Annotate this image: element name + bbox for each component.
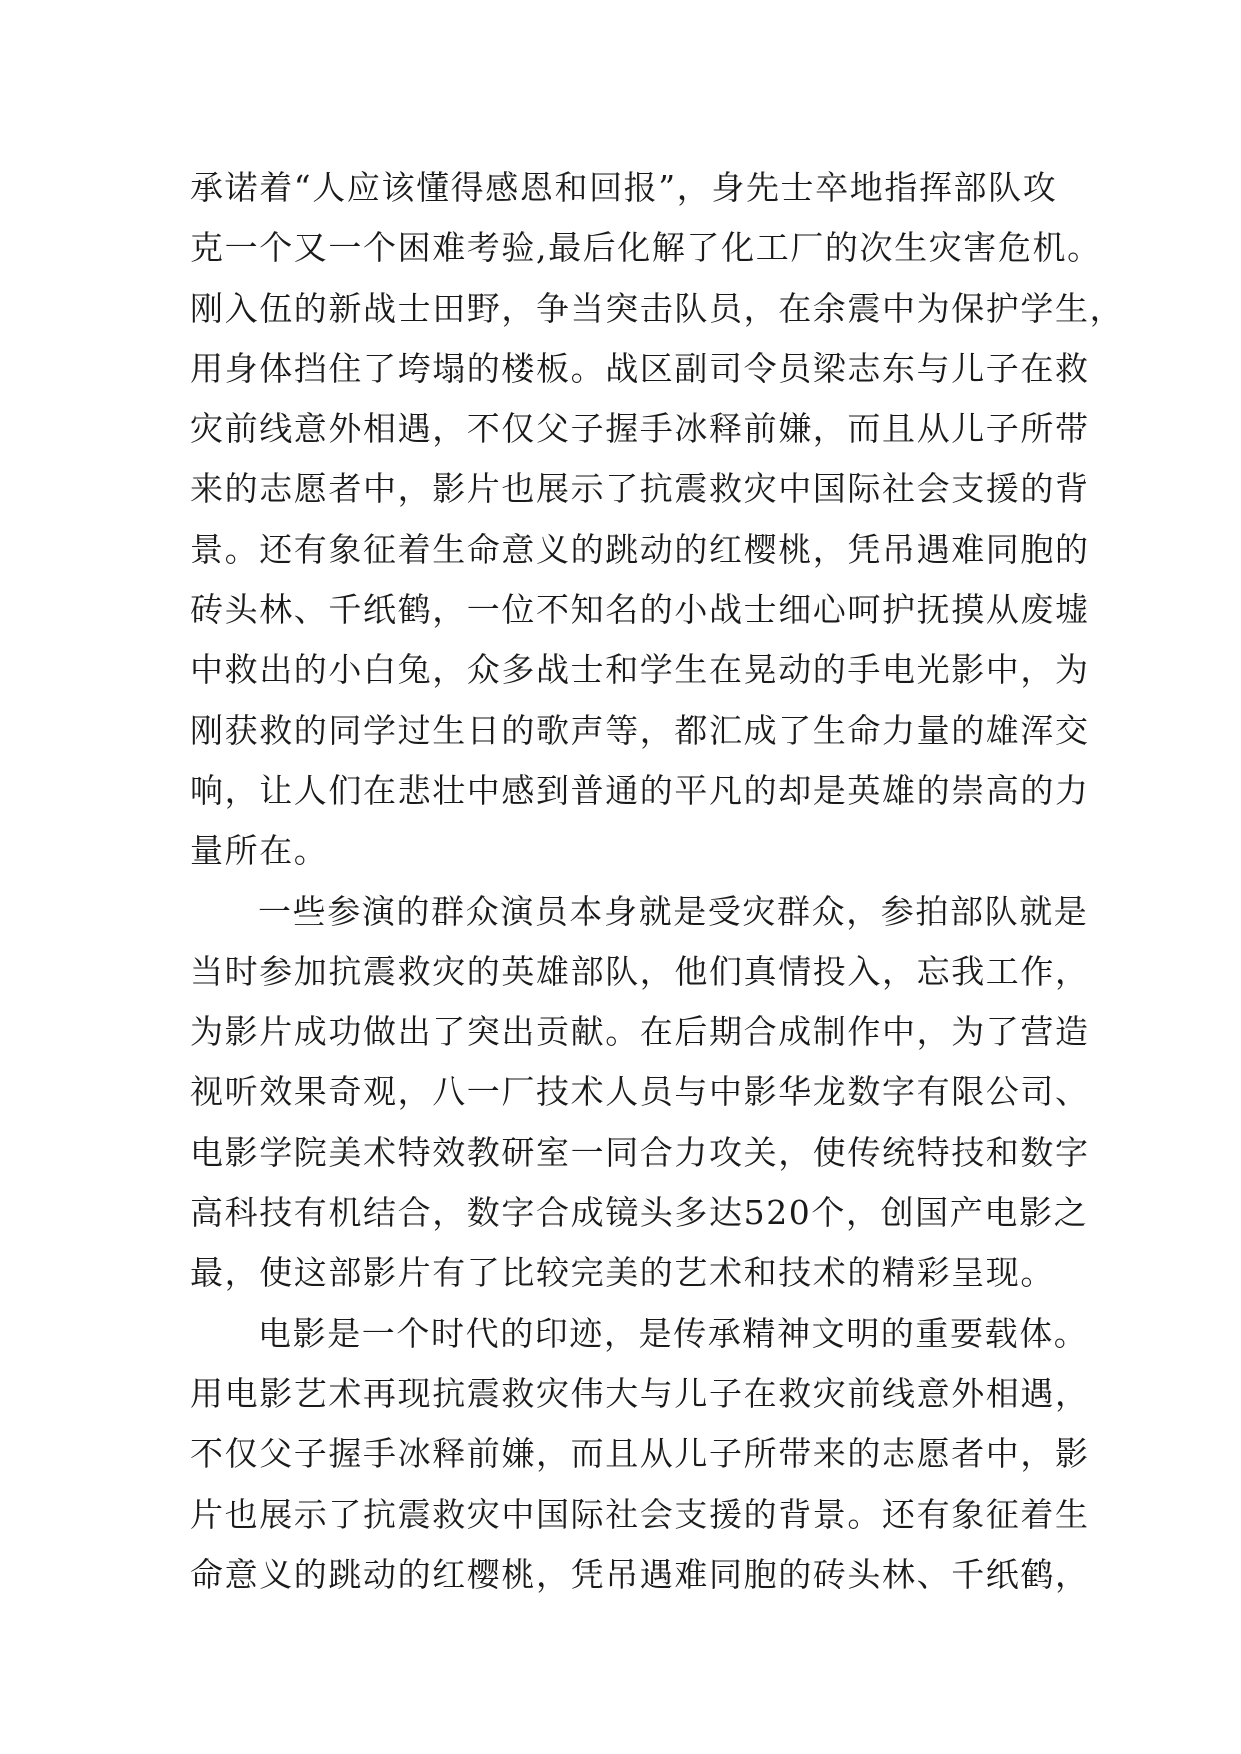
text-line: 承诺着“人应该懂得感恩和回报”，身先士卒地指挥部队攻 xyxy=(190,168,1058,207)
text-line: 量所在。 xyxy=(190,831,329,871)
text-line: 克一个又一个困难考验,最后化解了化工厂的次生灾害危机。 xyxy=(190,228,1102,268)
text-line: 灾前线意外相遇，不仅父子握手冰释前嫌，而且从儿子所带 xyxy=(190,409,1090,449)
text-line: 来的志愿者中，影片也展示了抗震救灾中国际社会支援的背 xyxy=(190,469,1090,509)
text-line: 为影片成功做出了突出贡献。在后期合成制作中，为了营造 xyxy=(190,1012,1090,1052)
text-line: 用电影艺术再现抗震救灾伟大与儿子在救灾前线意外相遇， xyxy=(190,1373,1090,1413)
text-line: 砖头林、千纸鹤，一位不知名的小战士细心呵护抚摸从废墟 xyxy=(190,590,1090,630)
text-line: 片也展示了抗震救灾中国际社会支援的背景。还有象征着生 xyxy=(190,1494,1090,1534)
text-line: 高科技有机结合，数字合成镜头多达520个，创国产电影之 xyxy=(190,1193,1089,1233)
text-line: 视听效果奇观，八一厂技术人员与中影华龙数字有限公司、 xyxy=(190,1072,1090,1112)
paragraph-first-line: 电影是一个时代的印迹，是传承精神文明的重要载体。 xyxy=(258,1313,1089,1353)
text-line: 命意义的跳动的红樱桃，凭吊遇难同胞的砖头林、千纸鹤， xyxy=(190,1554,1090,1594)
text-line: 用身体挡住了垮塌的楼板。战区副司令员梁志东与儿子在救 xyxy=(190,348,1090,388)
text-line: 景。还有象征着生命意义的跳动的红樱桃，凭吊遇难同胞的 xyxy=(190,529,1090,569)
text-line: 刚入伍的新战士田野，争当突击队员，在余震中为保护学生， xyxy=(190,288,1125,328)
text-line: 不仅父子握手冰释前嫌，而且从儿子所带来的志愿者中，影 xyxy=(190,1434,1090,1474)
paragraph-first-line: 一些参演的群众演员本身就是受灾群众，参拍部队就是 xyxy=(258,891,1089,931)
text-line: 响，让人们在悲壮中感到普通的平凡的却是英雄的崇高的力 xyxy=(190,770,1090,810)
text-line: 电影学院美术特效教研室一同合力攻关，使传统特技和数字 xyxy=(190,1132,1090,1172)
text-line: 当时参加抗震救灾的英雄部队，他们真情投入，忘我工作， xyxy=(190,951,1090,991)
text-line: 最，使这部影片有了比较完美的艺术和技术的精彩呈现。 xyxy=(190,1253,1055,1293)
text-line: 中救出的小白兔，众多战士和学生在晃动的手电光影中，为 xyxy=(190,650,1090,690)
text-line: 刚获救的同学过生日的歌声等，都汇成了生命力量的雄浑交 xyxy=(190,710,1090,750)
body-text xyxy=(190,158,1125,1605)
